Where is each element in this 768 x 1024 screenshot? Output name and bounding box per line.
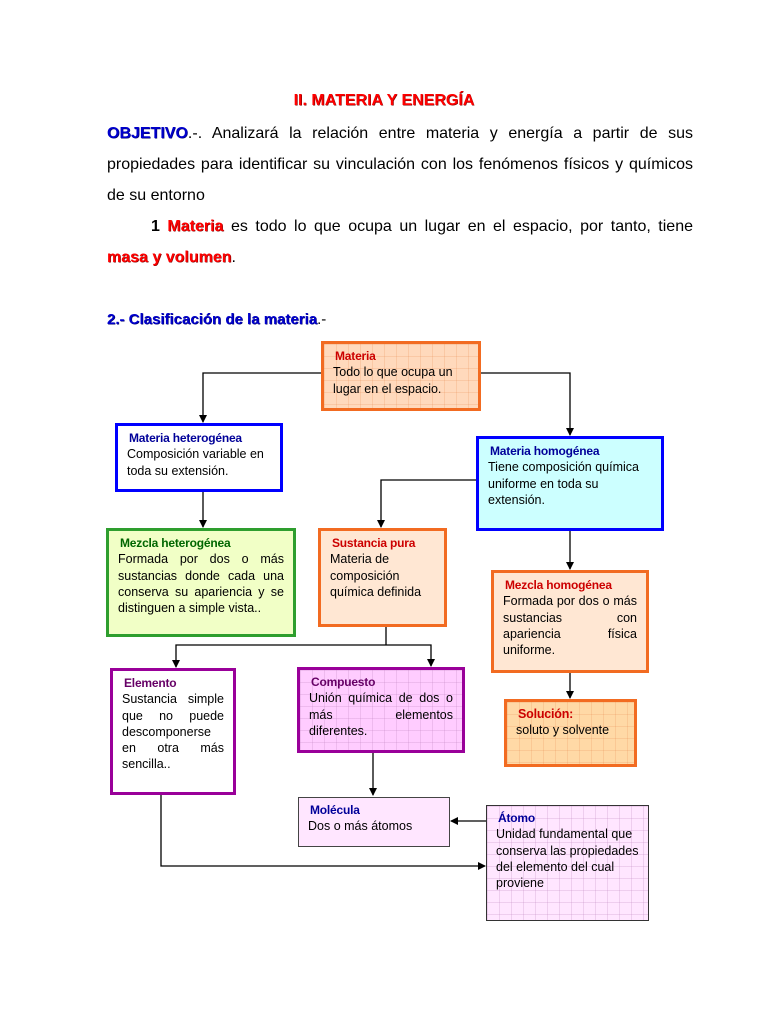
box-mezcla-het-text: Formada por dos o más sustancias donde cada una conserva su apariencia y se distinguen a simple vista.. [118,552,284,616]
connector-to-elemento [176,645,386,667]
section-title-text: 2.- Clasificación de la materia [107,311,318,328]
box-compuesto [297,667,465,753]
box-elemento-title: Elemento [124,676,177,690]
box-solucion-title: Solución: [518,707,574,721]
connector-to-compuesto [386,645,431,666]
box-heterogenea-title: Materia heterogénea [129,431,242,445]
box-atomo [486,805,649,921]
box-elemento [110,668,236,795]
definition-end: . [231,249,236,266]
box-materia-homogenea [476,436,664,531]
definition-number: 1 [151,218,160,235]
box-atomo-title: Átomo [498,811,535,825]
connector-hom-sustancia [381,480,477,527]
box-mezcla-homogenea [491,570,649,673]
connector-materia-left [203,373,322,422]
box-materia-title: Materia [335,349,376,363]
box-materia [321,341,481,411]
page-title: II. MATERIA Y ENERGÍA [293,92,475,109]
box-materia-heterogenea [115,423,283,492]
box-mezcla-het-title: Mezcla heterogénea [120,536,231,550]
section-title-suffix: .- [317,311,327,328]
definition-term: Materia [167,218,224,235]
box-mezcla-heterogenea [106,528,296,637]
box-molecula [298,797,450,847]
definition-highlight: masa y volumen [107,249,232,266]
definition-text: es todo lo que ocupa un lugar en el espacio, por tanto, tiene [223,218,693,235]
box-materia-text: Todo lo que ocupa un lugar en el espacio. [333,365,453,396]
box-solucion-text: soluto y solvente [516,723,610,738]
box-compuesto-text: Unión química de dos o más elementos diferentes. [309,691,453,738]
box-sustancia-pura [318,528,447,627]
box-molecula-title: Molécula [310,803,360,817]
box-sustancia-title: Sustancia pura [332,536,416,550]
box-homogenea-text: Tiene composición química uniforme en toda su extensión. [488,460,639,507]
box-heterogenea-text: Composición variable en toda su extensión. [127,447,264,478]
box-solucion [504,699,637,767]
objective-sep: .- [187,125,198,142]
connector-materia-right [480,373,570,435]
box-mezcla-hom-title: Mezcla homogénea [505,578,612,592]
objective-label: OBJETIVO [107,125,188,142]
box-sustancia-text: Materia de composición química definida [330,552,422,599]
box-molecula-text: Dos o más átomos [308,819,413,834]
box-compuesto-title: Compuesto [311,675,376,689]
box-elemento-text: Sustancia simple que no puede descomponerse en otra más sencilla.. [122,692,224,772]
box-mezcla-hom-text: Formada por dos o más sustancias con apariencia física uniforme. [503,594,637,658]
box-atomo-text: Unidad fundamental que conserva las propiedades del elemento del cual proviene [496,827,639,891]
box-homogenea-title: Materia homogénea [490,444,600,458]
objective-text: . Analizará la relación entre materia y energía a partir de sus propiedades para identificar su vinculación con los fenómenos físicos y químicos de su entorno [107,125,693,204]
